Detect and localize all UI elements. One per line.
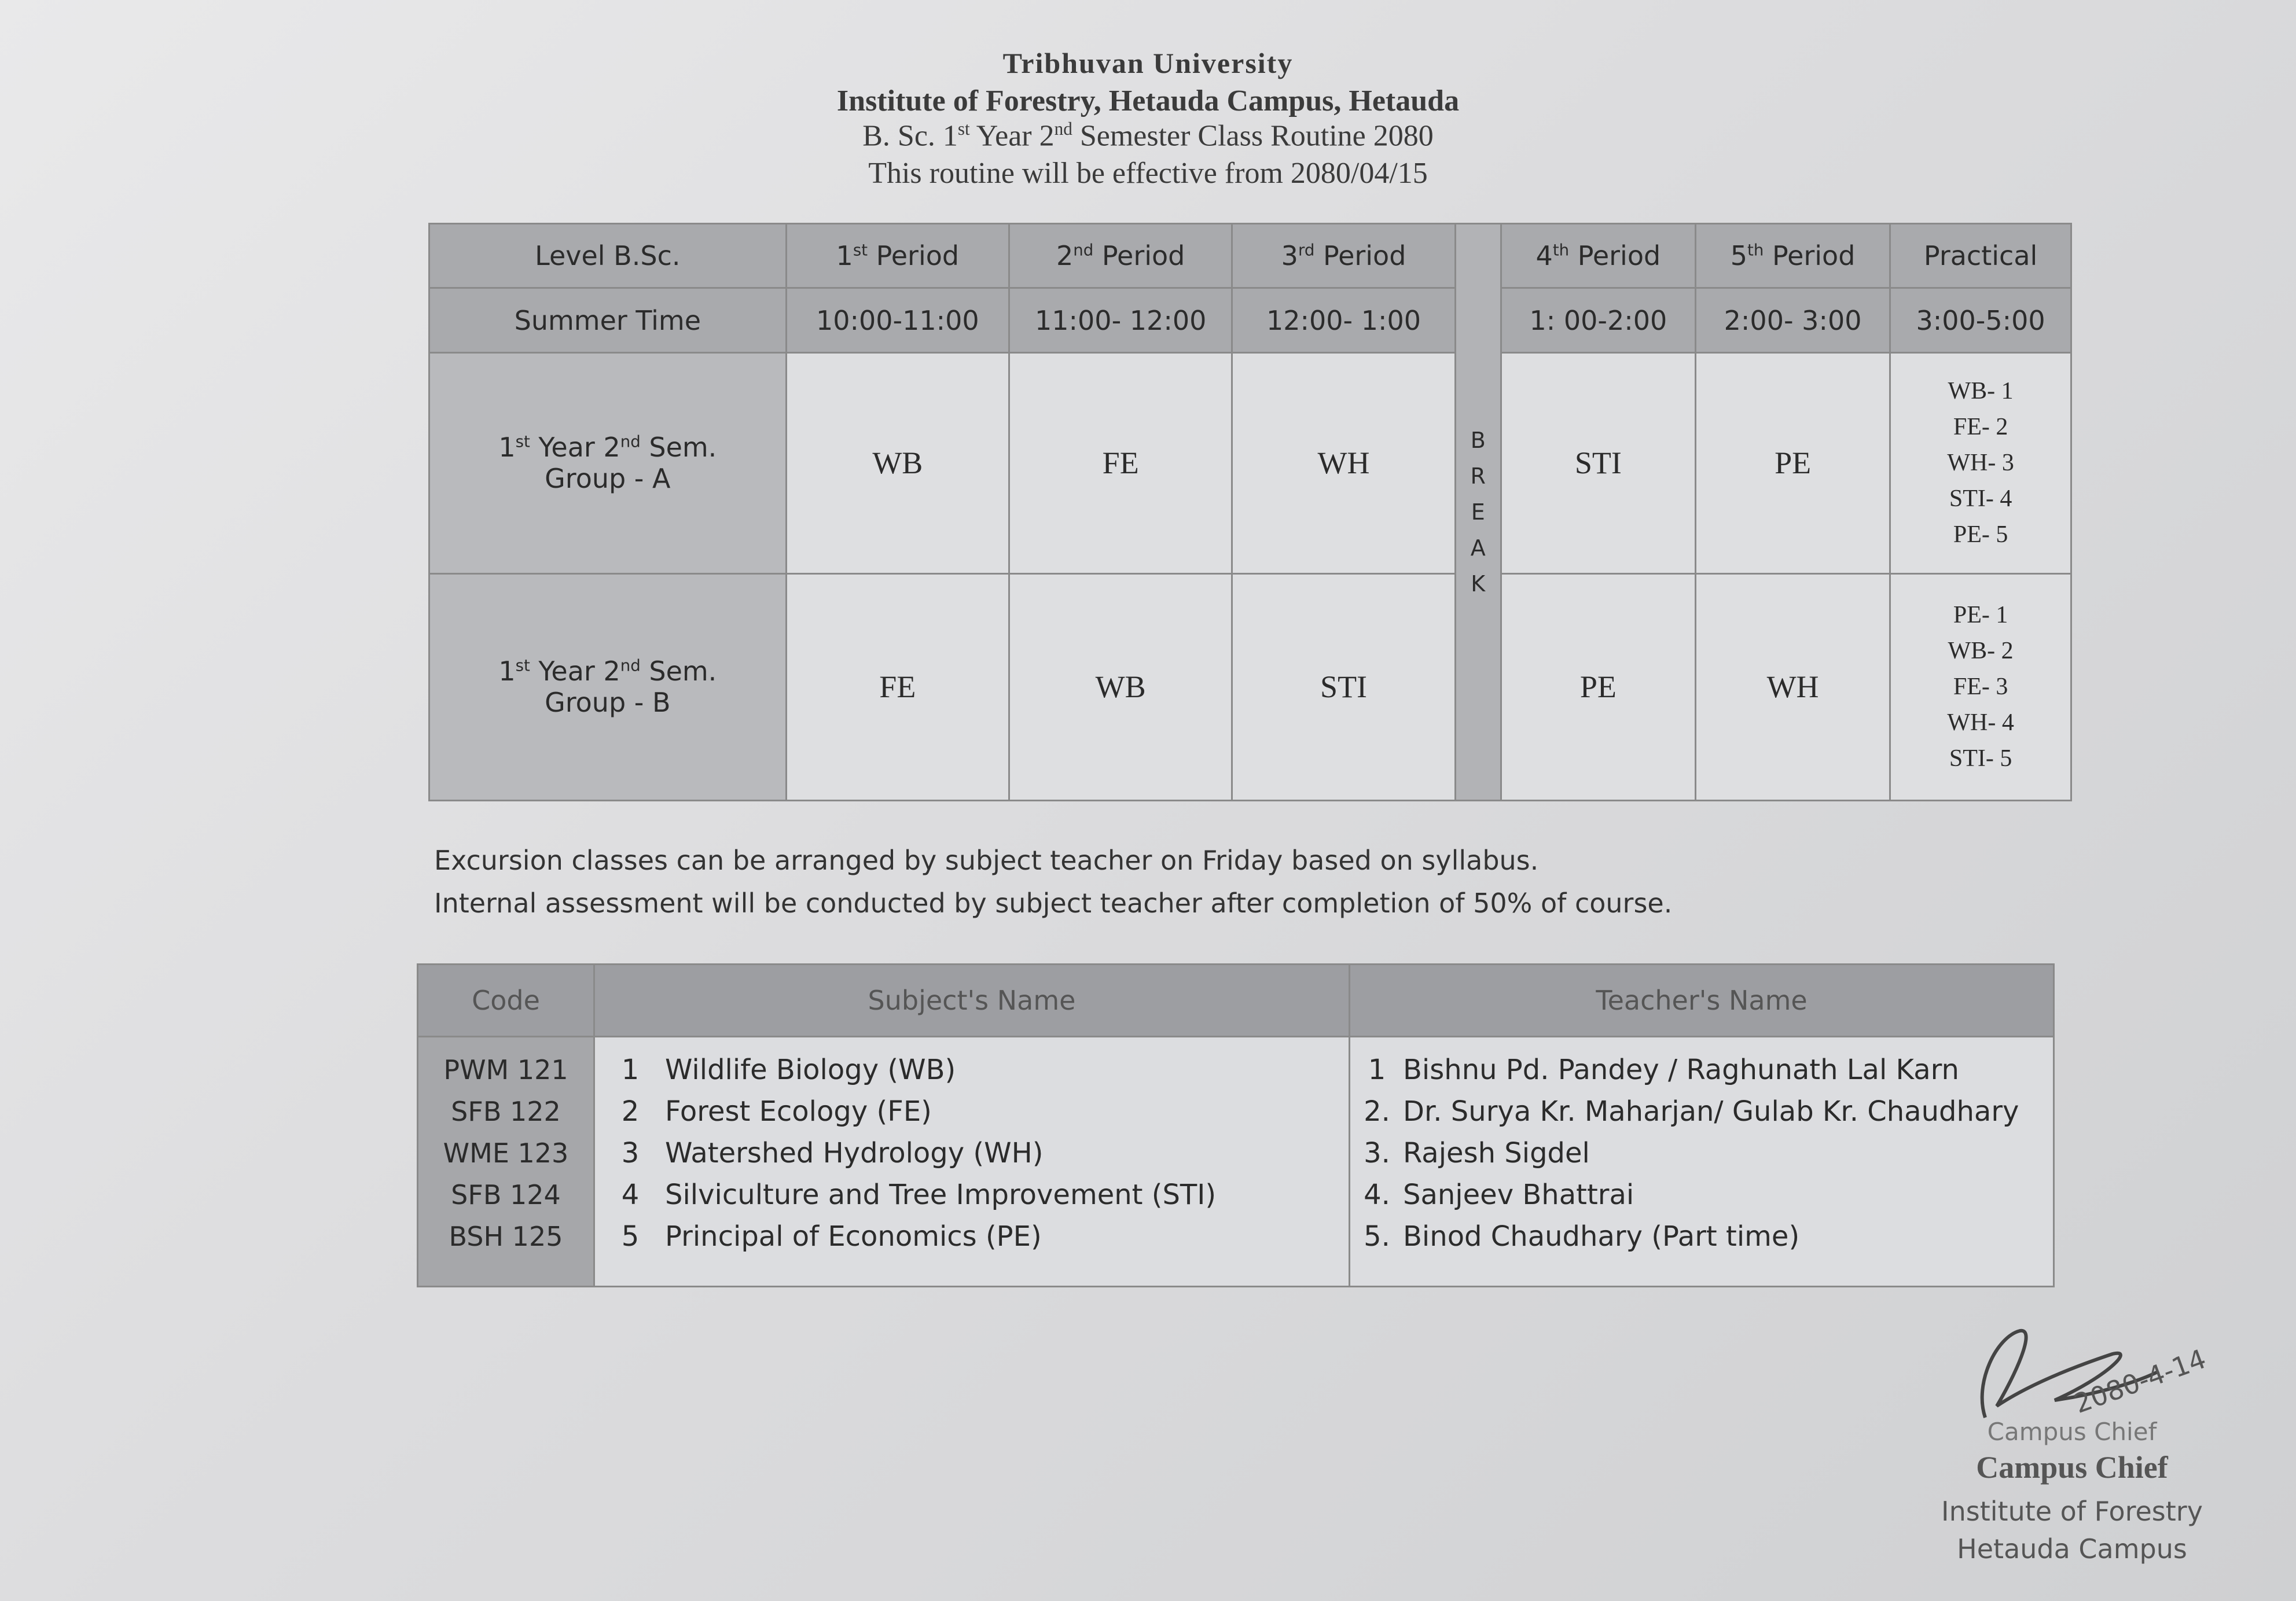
period-1-time: 10:00-11:00 — [786, 288, 1009, 352]
subject-code: PWM 121 — [443, 1054, 568, 1085]
note-assessment: Internal assessment will be conducted by subject teacher after completion of 50% of course. — [434, 888, 1673, 919]
practical-time: 3:00-5:00 — [1890, 288, 2071, 352]
break-letter: R — [1470, 463, 1486, 489]
subjects-table — [417, 963, 2055, 1287]
teacher-list — [1350, 1037, 2054, 1287]
note-excursion: Excursion classes can be arranged by subject teacher on Friday based on syllabus. — [434, 845, 1539, 876]
subject-row: 5 Principal of Economics (PE) — [621, 1220, 1042, 1253]
group-b-period-1: FE — [786, 573, 1009, 800]
teacher-row: 1 Bishnu Pd. Pandey / Raghunath Lal Karn — [1368, 1054, 1959, 1086]
period-3-header: 3rd Period — [1232, 224, 1455, 288]
teacher-row: 3. Rajesh Sigdel — [1364, 1137, 1590, 1169]
period-1-header: 1st Period — [786, 224, 1009, 288]
period-3-time: 12:00- 1:00 — [1232, 288, 1455, 352]
routine-title: B. Sc. 1st Year 2nd Semester Class Routine 2080 — [862, 119, 1434, 153]
break-letter: E — [1471, 499, 1485, 525]
effective-date-note: This routine will be effective from 2080/04/15 — [868, 157, 1428, 190]
signatory-title: Campus Chief — [1976, 1450, 2168, 1485]
subject-row: 2 Forest Ecology (FE) — [621, 1095, 932, 1128]
period-2-header: 2nd Period — [1009, 224, 1232, 288]
group-b-label: 1st Year 2nd Sem. Group - B — [429, 573, 787, 800]
notes — [434, 839, 1672, 925]
subject-code: BSH 125 — [449, 1221, 563, 1252]
teacher-header: Teacher's Name — [1350, 965, 2054, 1037]
stamp-campus-chief: Campus Chief — [1987, 1418, 2157, 1446]
group-a-period-3: WH — [1232, 352, 1455, 573]
period-4-time: 1: 00-2:00 — [1501, 288, 1695, 352]
class-routine-table — [428, 223, 2072, 801]
teacher-row: 5. Binod Chaudhary (Part time) — [1364, 1220, 1800, 1253]
break-column — [1455, 224, 1501, 801]
teacher-row: 4. Sanjeev Bhattrai — [1364, 1179, 1634, 1211]
group-b-practical: PE- 1 WB- 2 FE- 3 WH- 4 STI- 5 — [1890, 573, 2071, 800]
subject-code: WME 123 — [443, 1138, 569, 1169]
period-2-time: 11:00- 12:00 — [1009, 288, 1232, 352]
subject-header: Subject's Name — [594, 965, 1350, 1037]
group-b-period-4: PE — [1501, 573, 1695, 800]
level-header: Level B.Sc. — [429, 224, 787, 288]
summer-time-label: Summer Time — [429, 288, 787, 352]
period-5-header: 5th Period — [1695, 224, 1890, 288]
break-letter: K — [1471, 571, 1486, 597]
institute-name: Institute of Forestry, Hetauda Campus, Hetauda — [836, 84, 1460, 117]
break-letter: A — [1470, 535, 1486, 561]
signatory-org: Institute of Forestry — [1941, 1496, 2203, 1527]
university-name: Tribhuvan University — [1002, 47, 1294, 79]
subject-code: SFB 122 — [451, 1096, 561, 1127]
practical-header: Practical — [1890, 224, 2071, 288]
signatory-campus: Hetauda Campus — [1957, 1533, 2187, 1565]
group-a-period-1: WB — [786, 352, 1009, 573]
teacher-row: 2. Dr. Surya Kr. Maharjan/ Gulab Kr. Chaudhary — [1364, 1095, 2019, 1128]
group-b-period-2: WB — [1009, 573, 1232, 800]
subject-row: 1 Wildlife Biology (WB) — [621, 1054, 956, 1086]
group-a-period-2: FE — [1009, 352, 1232, 573]
code-list — [418, 1037, 594, 1287]
group-a-practical: WB- 1 FE- 2 WH- 3 STI- 4 PE- 5 — [1890, 352, 2071, 573]
group-b-period-5: WH — [1695, 573, 1890, 800]
break-letter: B — [1470, 428, 1486, 453]
signature-date: 2080-4-14 — [2070, 1342, 2210, 1420]
code-header: Code — [418, 965, 594, 1037]
subject-row: 4 Silviculture and Tree Improvement (STI) — [621, 1179, 1217, 1211]
subject-list — [594, 1037, 1350, 1287]
group-a-period-5: PE — [1695, 352, 1890, 573]
group-a-label: 1st Year 2nd Sem. Group - A — [429, 352, 787, 573]
group-a-period-4: STI — [1501, 352, 1695, 573]
period-5-time: 2:00- 3:00 — [1695, 288, 1890, 352]
group-b-period-3: STI — [1232, 573, 1455, 800]
subject-row: 3 Watershed Hydrology (WH) — [621, 1137, 1044, 1169]
period-4-header: 4th Period — [1501, 224, 1695, 288]
subject-code: SFB 124 — [451, 1179, 561, 1210]
